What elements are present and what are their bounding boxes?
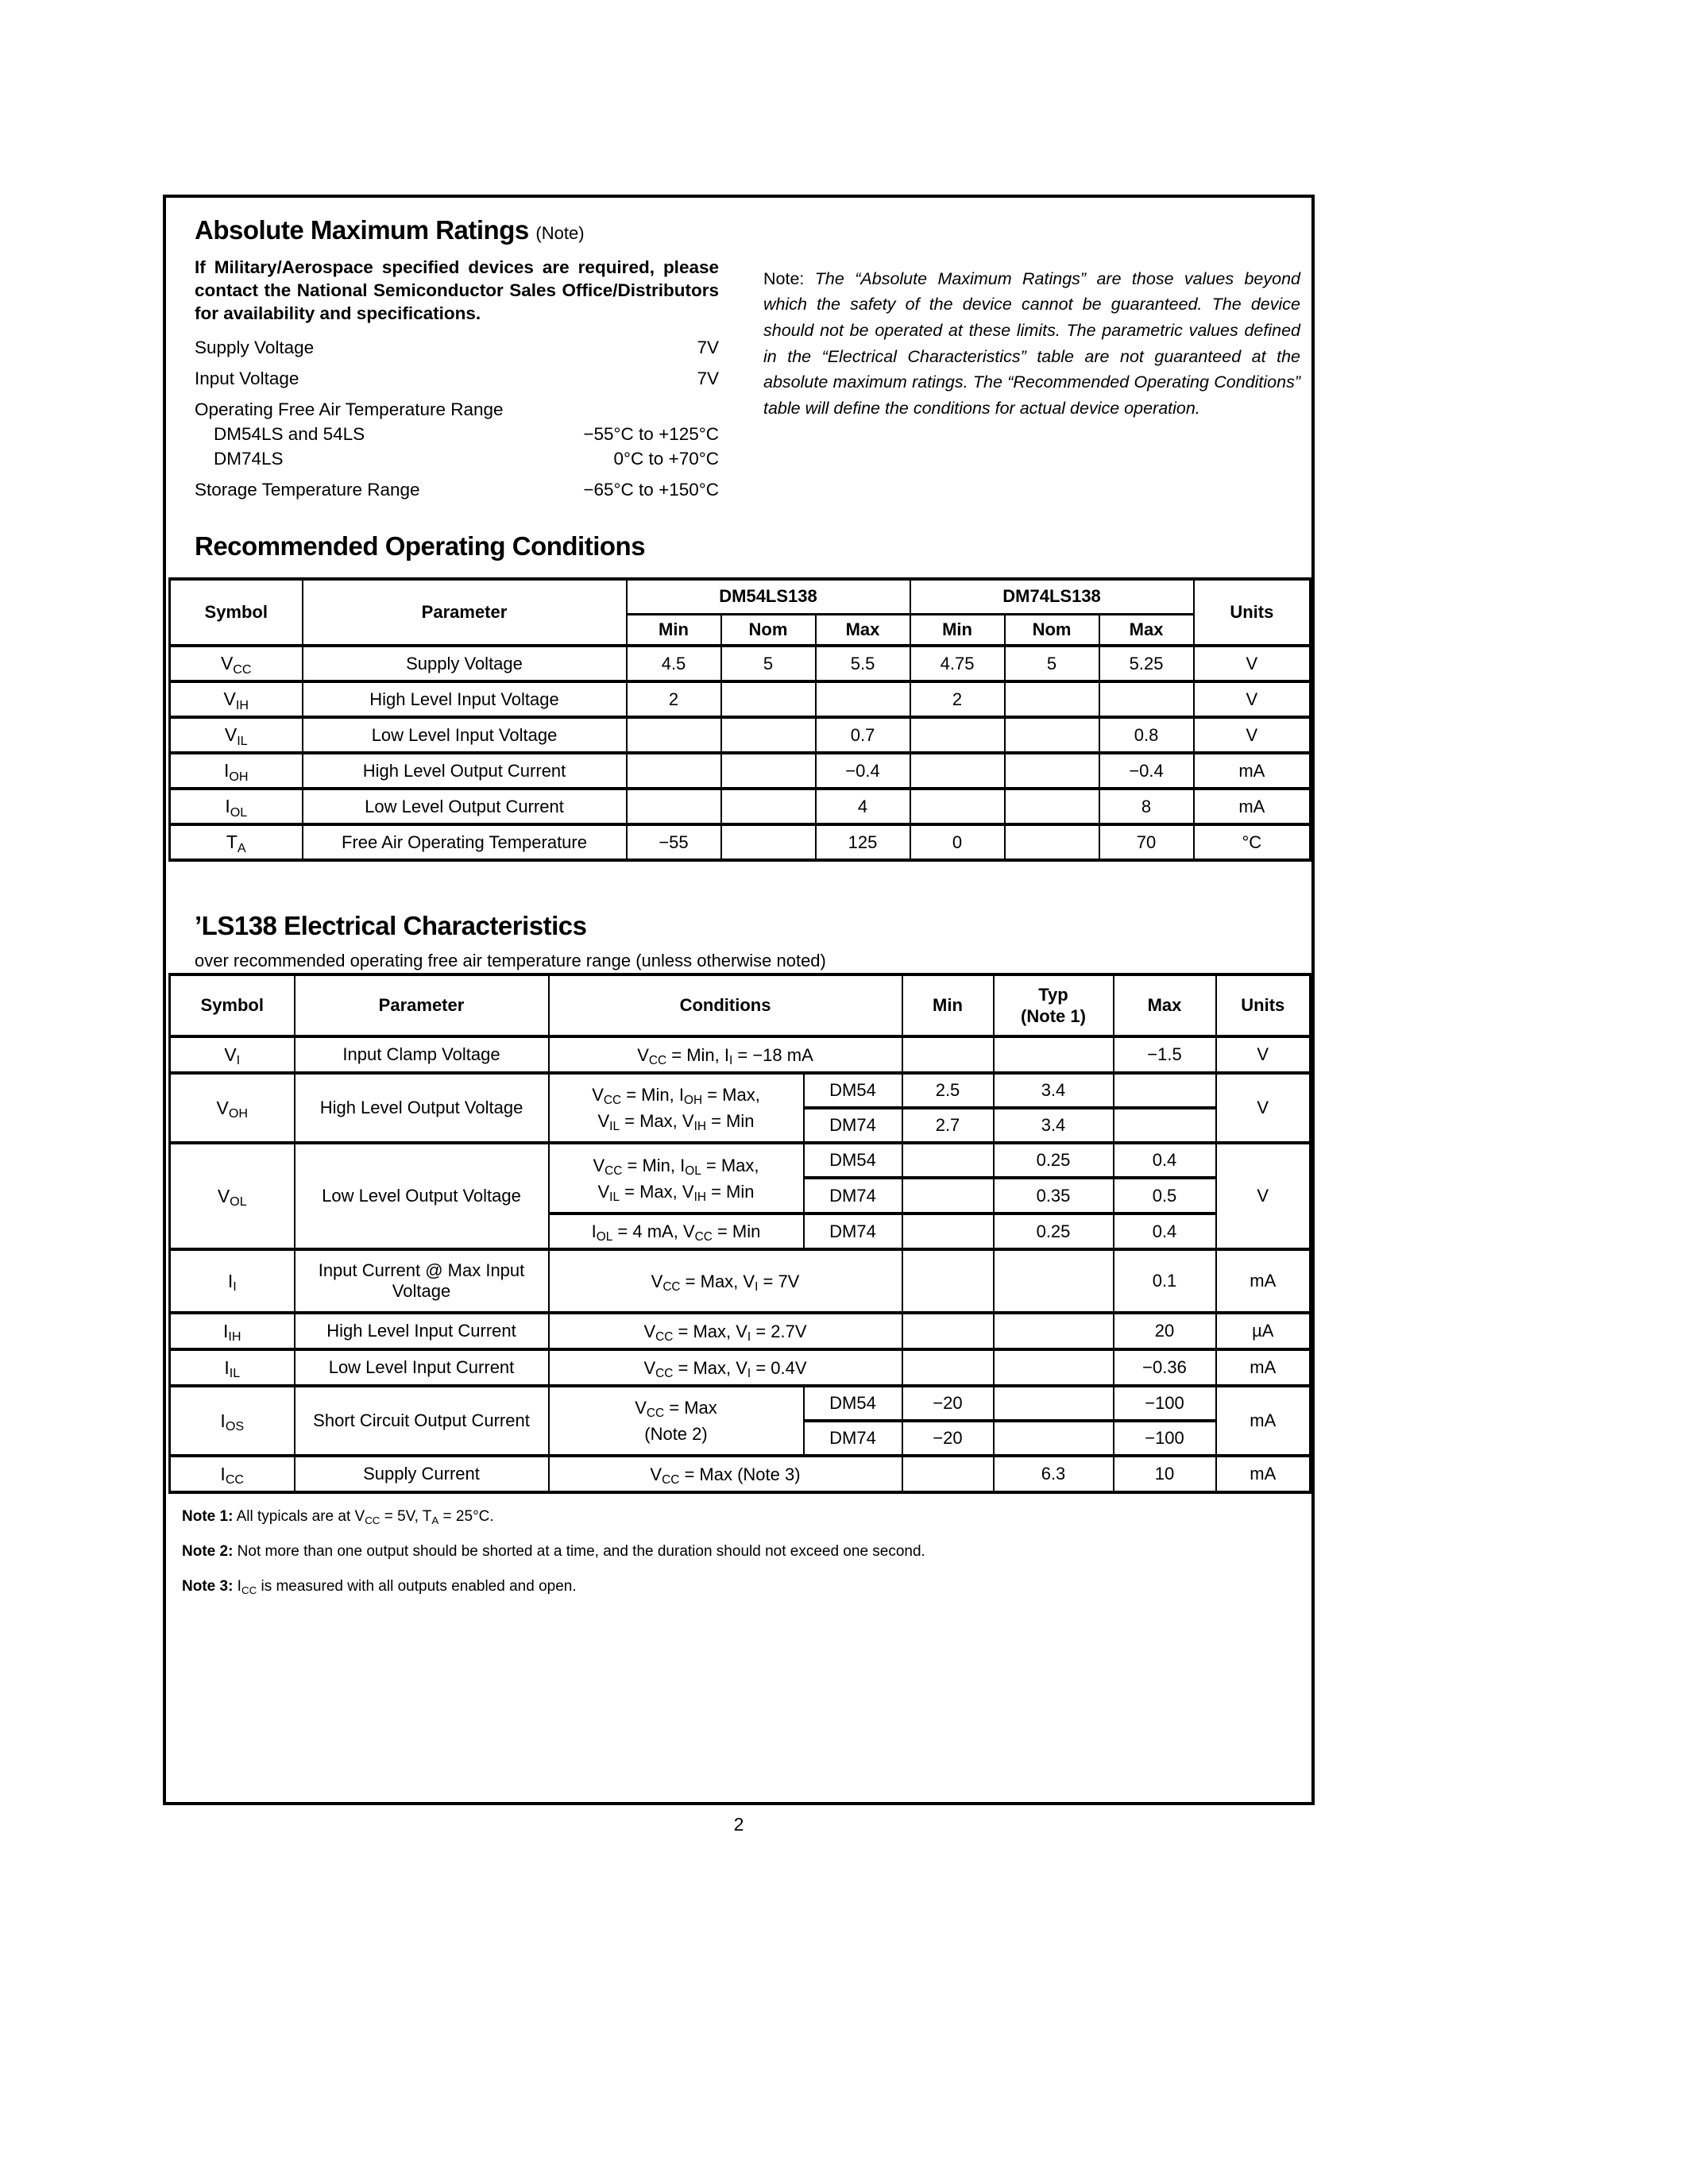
conditions-cell: $V_{CC}$ = Min, $I_I = -18$ mA bbox=[549, 1036, 902, 1073]
device-cell: DM74 bbox=[804, 1178, 902, 1214]
value-cell: −0.4 bbox=[1099, 753, 1194, 789]
section-title-note: (Note) bbox=[535, 223, 585, 243]
units-cell: mA bbox=[1216, 1456, 1311, 1492]
typ-cell: 0.25 bbox=[994, 1214, 1114, 1249]
symbol-cell: $I_{IH}$ bbox=[170, 1313, 295, 1349]
symbol-cell: $V_I$ bbox=[170, 1036, 295, 1073]
parameter-cell: Short Circuit Output Current bbox=[295, 1386, 549, 1456]
footnote-text: All typicals are at $V_{CC} = 5V$, $T_A = 25^\circ C$. bbox=[233, 1508, 494, 1526]
min-cell bbox=[902, 1143, 994, 1178]
conditions-cell: $V_{CC}$ = Max (Note 2) bbox=[549, 1386, 804, 1456]
footnote-2 bbox=[182, 1543, 1278, 1561]
rating-row-operating-temp-range bbox=[195, 399, 719, 420]
value-cell: 5.25 bbox=[1099, 646, 1194, 681]
col-header-typ bbox=[994, 974, 1114, 1036]
symbol-cell: $I_{OH}$ bbox=[170, 753, 303, 789]
footnotes bbox=[182, 1508, 1278, 1613]
parameter-cell: Supply Current bbox=[295, 1456, 549, 1492]
page-number: 2 bbox=[733, 1814, 744, 1835]
max-cell: −100 bbox=[1114, 1386, 1216, 1421]
typ-label: Typ bbox=[1038, 984, 1068, 1005]
col-header-parameter: Parameter bbox=[303, 579, 627, 646]
rating-label: DM54LS and 54LS bbox=[214, 424, 365, 445]
col-header-max: Max bbox=[1114, 974, 1216, 1036]
section-title-text: Absolute Maximum Ratings bbox=[195, 215, 529, 245]
value-cell: 5.5 bbox=[816, 646, 910, 681]
rating-value: −65°C to +150°C bbox=[583, 480, 719, 500]
max-cell bbox=[1114, 1108, 1216, 1143]
units-cell: µA bbox=[1216, 1313, 1311, 1349]
units-cell: V bbox=[1194, 717, 1311, 753]
value-cell: 125 bbox=[816, 824, 910, 860]
symbol-cell: $V_{IH}$ bbox=[170, 681, 303, 717]
max-cell bbox=[1114, 1073, 1216, 1108]
absolute-maximum-ratings-section bbox=[195, 215, 719, 500]
value-cell: 0.7 bbox=[816, 717, 910, 753]
max-cell: 0.5 bbox=[1114, 1178, 1216, 1214]
min-cell bbox=[902, 1036, 994, 1073]
section-title-recommended-operating-conditions: Recommended Operating Conditions bbox=[195, 531, 646, 561]
typ-note-ref: (Note 1) bbox=[1021, 1006, 1086, 1026]
value-cell bbox=[1005, 717, 1099, 753]
parameter-cell: Input Clamp Voltage bbox=[295, 1036, 549, 1073]
min-cell bbox=[902, 1313, 994, 1349]
table-row-icc bbox=[170, 1456, 1311, 1492]
symbol-cell: $V_{CC}$ bbox=[170, 646, 303, 681]
table-row-vi bbox=[170, 1036, 1311, 1073]
col-header-units: Units bbox=[1216, 974, 1311, 1036]
typ-cell: 0.25 bbox=[994, 1143, 1114, 1178]
col-header-symbol: Symbol bbox=[170, 579, 303, 646]
parameter-cell: High Level Input Current bbox=[295, 1313, 549, 1349]
rating-row-input-voltage bbox=[195, 369, 719, 389]
col-header-dm74ls138: DM74LS138 bbox=[910, 579, 1194, 614]
value-cell: 4 bbox=[816, 789, 910, 824]
device-cell: DM74 bbox=[804, 1421, 902, 1456]
conditions-cell: $V_{CC}$ = Max, $V_I = 0.4V$ bbox=[549, 1349, 902, 1386]
parameter-cell: Low Level Input Voltage bbox=[303, 717, 627, 753]
parameter-cell: Low Level Output Voltage bbox=[295, 1143, 549, 1249]
units-cell: V bbox=[1216, 1036, 1311, 1073]
value-cell: 0.8 bbox=[1099, 717, 1194, 753]
parameter-cell: Free Air Operating Temperature bbox=[303, 824, 627, 860]
col-header-min: Min bbox=[902, 974, 994, 1036]
footnote-label: Note 1: bbox=[182, 1508, 234, 1525]
value-cell: 4.75 bbox=[910, 646, 1005, 681]
col-header-nom: Nom bbox=[721, 614, 816, 646]
value-cell: 2 bbox=[910, 681, 1005, 717]
value-cell: 5 bbox=[1005, 646, 1099, 681]
symbol-cell: $V_{OL}$ bbox=[170, 1143, 295, 1249]
rating-label: Storage Temperature Range bbox=[195, 480, 420, 500]
value-cell bbox=[627, 753, 721, 789]
rating-label: Input Voltage bbox=[195, 369, 299, 389]
max-cell: −1.5 bbox=[1114, 1036, 1216, 1073]
footnote-text: Not more than one output should be shorted at a time, and the duration should not exceed one second. bbox=[233, 1543, 925, 1560]
typ-cell: 3.4 bbox=[994, 1073, 1114, 1108]
units-cell: mA bbox=[1216, 1386, 1311, 1456]
electrical-characteristics-subtitle: over recommended operating free air temperature range (unless otherwise noted) bbox=[195, 951, 826, 970]
value-cell bbox=[1099, 681, 1194, 717]
value-cell bbox=[627, 717, 721, 753]
value-cell bbox=[721, 717, 816, 753]
conditions-cell: $V_{CC}$ = Min, $I_{OL}$ = Max, $V_{IL}$ = Max, $V_{IH}$ = Min bbox=[549, 1143, 804, 1214]
value-cell: 5 bbox=[721, 646, 816, 681]
typ-cell: 0.35 bbox=[994, 1178, 1114, 1214]
table-row-ioh bbox=[170, 753, 1311, 789]
units-cell: mA bbox=[1194, 753, 1311, 789]
symbol-cell: $I_{CC}$ bbox=[170, 1456, 295, 1492]
col-header-parameter: Parameter bbox=[295, 974, 549, 1036]
symbol-cell: $T_A$ bbox=[170, 824, 303, 860]
note-body: The “Absolute Maximum Ratings” are those values beyond which the safety of the device cannot be guaranteed. The device should not be operated at these limits. The parametric values defined in the “Electrical Characteristics” table are not guaranteed at the absolute maximum ratings. The “Recommended Operating Conditions” table will define the conditions for actual device operation. bbox=[763, 268, 1300, 418]
rating-value: 7V bbox=[697, 338, 719, 358]
value-cell bbox=[1005, 753, 1099, 789]
value-cell bbox=[721, 753, 816, 789]
typ-cell bbox=[994, 1036, 1114, 1073]
conditions-cell: $V_{CC}$ = Max, $V_I = 7V$ bbox=[549, 1249, 902, 1313]
conditions-cell: $I_{OL} = 4$ mA, $V_{CC}$ = Min bbox=[549, 1214, 804, 1249]
table-row-vih bbox=[170, 681, 1311, 717]
table-row-ta bbox=[170, 824, 1311, 860]
min-cell: 2.5 bbox=[902, 1073, 994, 1108]
ratings-list bbox=[195, 338, 719, 500]
symbol-cell: $V_{IL}$ bbox=[170, 717, 303, 753]
max-cell: 20 bbox=[1114, 1313, 1216, 1349]
device-cell: DM54 bbox=[804, 1143, 902, 1178]
max-cell: 10 bbox=[1114, 1456, 1216, 1492]
section-title-electrical-characteristics: ’LS138 Electrical Characteristics bbox=[195, 911, 587, 940]
device-cell: DM54 bbox=[804, 1073, 902, 1108]
max-cell: 0.4 bbox=[1114, 1214, 1216, 1249]
parameter-cell: Low Level Input Current bbox=[295, 1349, 549, 1386]
device-cell: DM54 bbox=[804, 1386, 902, 1421]
col-header-nom: Nom bbox=[1005, 614, 1099, 646]
max-cell: 0.4 bbox=[1114, 1143, 1216, 1178]
min-cell bbox=[902, 1249, 994, 1313]
device-cell: DM74 bbox=[804, 1108, 902, 1143]
rating-value: −55°C to +125°C bbox=[583, 424, 719, 445]
conditions-cell: $V_{CC}$ = Min, $I_{OH}$ = Max, $V_{IL}$ = Max, $V_{IH}$ = Min bbox=[549, 1073, 804, 1143]
value-cell bbox=[627, 789, 721, 824]
table-row-iol bbox=[170, 789, 1311, 824]
value-cell: 8 bbox=[1099, 789, 1194, 824]
value-cell: 2 bbox=[627, 681, 721, 717]
value-cell bbox=[910, 717, 1005, 753]
value-cell bbox=[721, 681, 816, 717]
min-cell bbox=[902, 1214, 994, 1249]
symbol-cell: $V_{OH}$ bbox=[170, 1073, 295, 1143]
typ-cell: 6.3 bbox=[994, 1456, 1114, 1492]
rating-row-supply-voltage bbox=[195, 338, 719, 358]
table-row-iil bbox=[170, 1349, 1311, 1386]
table-row-iih bbox=[170, 1313, 1311, 1349]
conditions-cell: $V_{CC}$ = Max (Note 3) bbox=[549, 1456, 902, 1492]
parameter-cell: Supply Voltage bbox=[303, 646, 627, 681]
value-cell bbox=[910, 789, 1005, 824]
min-cell bbox=[902, 1178, 994, 1214]
rating-row-dm74ls bbox=[195, 449, 719, 469]
rating-label: Operating Free Air Temperature Range bbox=[195, 399, 504, 420]
value-cell: 4.5 bbox=[627, 646, 721, 681]
parameter-cell: Low Level Output Current bbox=[303, 789, 627, 824]
note-label: Note: bbox=[763, 268, 805, 288]
footnote-text: $I_{CC}$ is measured with all outputs enabled and open. bbox=[233, 1578, 577, 1596]
max-cell: −0.36 bbox=[1114, 1349, 1216, 1386]
typ-cell bbox=[994, 1249, 1114, 1313]
symbol-cell: $I_I$ bbox=[170, 1249, 295, 1313]
value-cell bbox=[910, 753, 1005, 789]
footnote-label: Note 2: bbox=[182, 1543, 234, 1560]
rating-value: 0°C to +70°C bbox=[613, 449, 719, 469]
value-cell: 0 bbox=[910, 824, 1005, 860]
value-cell bbox=[721, 824, 816, 860]
col-header-symbol: Symbol bbox=[170, 974, 295, 1036]
col-header-max: Max bbox=[816, 614, 910, 646]
col-header-max: Max bbox=[1099, 614, 1194, 646]
typ-cell bbox=[994, 1349, 1114, 1386]
units-cell: mA bbox=[1216, 1249, 1311, 1313]
min-cell bbox=[902, 1456, 994, 1492]
abs-max-note-paragraph bbox=[763, 266, 1300, 422]
footnote-label: Note 3: bbox=[182, 1578, 234, 1595]
table-row-ios-dm54 bbox=[170, 1386, 1311, 1421]
table-row-vol-dm54 bbox=[170, 1143, 1311, 1178]
max-cell: 0.1 bbox=[1114, 1249, 1216, 1313]
rating-row-dm54ls bbox=[195, 424, 719, 445]
typ-cell bbox=[994, 1421, 1114, 1456]
footnote-3 bbox=[182, 1578, 1278, 1596]
value-cell bbox=[816, 681, 910, 717]
units-cell: °C bbox=[1194, 824, 1311, 860]
electrical-characteristics-table bbox=[168, 973, 1311, 1494]
typ-cell: 3.4 bbox=[994, 1108, 1114, 1143]
value-cell bbox=[1005, 789, 1099, 824]
units-cell: V bbox=[1194, 646, 1311, 681]
conditions-cell: $V_{CC}$ = Max, $V_I = 2.7V$ bbox=[549, 1313, 902, 1349]
value-cell bbox=[1005, 681, 1099, 717]
table-row-vcc bbox=[170, 646, 1311, 681]
symbol-cell: $I_{OS}$ bbox=[170, 1386, 295, 1456]
col-header-dm54ls138: DM54LS138 bbox=[627, 579, 910, 614]
military-aerospace-notice: If Military/Aerospace specified devices are required, please contact the National Semiconductor Sales Office/Distributors for availability and specifications. bbox=[195, 257, 719, 323]
page-border-frame bbox=[163, 195, 1315, 1805]
min-cell: −20 bbox=[902, 1386, 994, 1421]
parameter-cell: Input Current @ Max Input Voltage bbox=[295, 1249, 549, 1313]
device-cell: DM74 bbox=[804, 1214, 902, 1249]
value-cell bbox=[721, 789, 816, 824]
units-cell: mA bbox=[1216, 1349, 1311, 1386]
min-cell: −20 bbox=[902, 1421, 994, 1456]
value-cell: 70 bbox=[1099, 824, 1194, 860]
value-cell: −55 bbox=[627, 824, 721, 860]
min-cell bbox=[902, 1349, 994, 1386]
rating-label: DM74LS bbox=[214, 449, 284, 469]
footnote-1 bbox=[182, 1508, 1278, 1526]
col-header-units: Units bbox=[1194, 579, 1311, 646]
value-cell: −0.4 bbox=[816, 753, 910, 789]
rating-value: 7V bbox=[697, 369, 719, 389]
col-header-min: Min bbox=[627, 614, 721, 646]
typ-cell bbox=[994, 1386, 1114, 1421]
parameter-cell: High Level Output Voltage bbox=[295, 1073, 549, 1143]
table-row-voh-dm54 bbox=[170, 1073, 1311, 1108]
value-cell bbox=[1005, 824, 1099, 860]
symbol-cell: $I_{OL}$ bbox=[170, 789, 303, 824]
rating-row-storage-temp bbox=[195, 480, 719, 500]
units-cell: V bbox=[1194, 681, 1311, 717]
rating-label: Supply Voltage bbox=[195, 338, 315, 358]
typ-cell bbox=[994, 1313, 1114, 1349]
parameter-cell: High Level Output Current bbox=[303, 753, 627, 789]
col-header-min: Min bbox=[910, 614, 1005, 646]
max-cell: −100 bbox=[1114, 1421, 1216, 1456]
min-cell: 2.7 bbox=[902, 1108, 994, 1143]
units-cell: V bbox=[1216, 1073, 1311, 1143]
col-header-conditions: Conditions bbox=[549, 974, 902, 1036]
symbol-cell: $I_{IL}$ bbox=[170, 1349, 295, 1386]
units-cell: mA bbox=[1194, 789, 1311, 824]
table-row-ii bbox=[170, 1249, 1311, 1313]
table-row-vil bbox=[170, 717, 1311, 753]
parameter-cell: High Level Input Voltage bbox=[303, 681, 627, 717]
recommended-operating-conditions-table bbox=[168, 577, 1311, 862]
units-cell: V bbox=[1216, 1143, 1311, 1249]
section-title-absolute-maximum-ratings bbox=[195, 215, 719, 245]
